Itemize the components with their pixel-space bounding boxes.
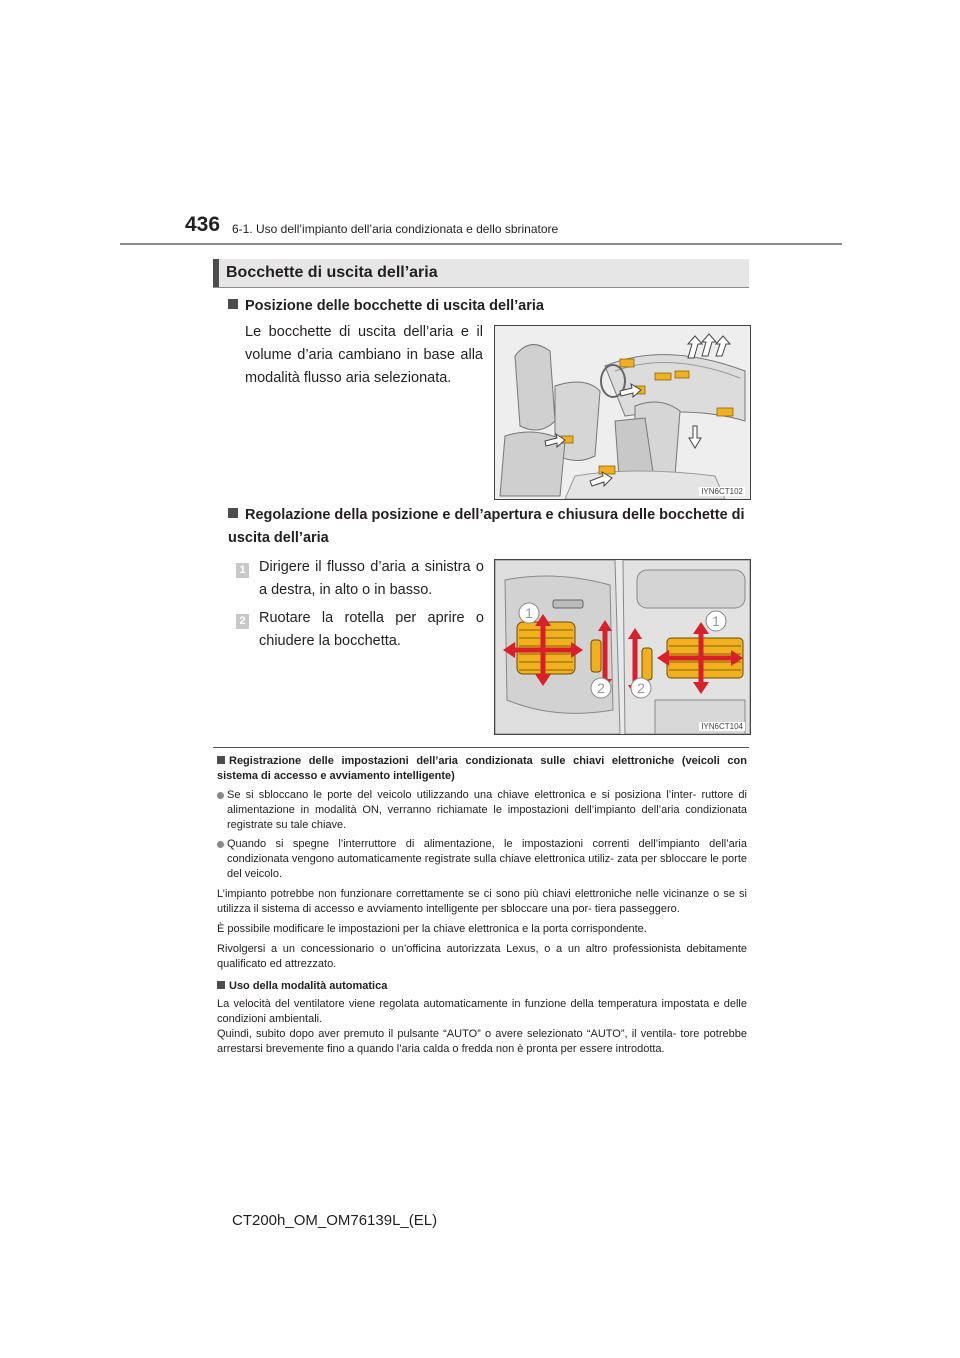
note-paragraph: L’impianto potrebbe non funzionare correttamente se ci sono più chiavi elettroniche nelle vicinanze o se si utilizza il sistema di accesso e avviamento intelligente per sbloccare una por- tiera passeggero. <box>217 888 747 915</box>
car-interior-illustration <box>495 326 750 499</box>
subsection-position-text: Le bocchette di uscita dell’aria e il volume d’aria cambiano in base alla modalità flusso aria selezionata. <box>245 324 483 386</box>
notes-rule <box>213 747 749 748</box>
step-1-number <box>236 560 249 578</box>
square-bullet-icon <box>228 299 238 309</box>
section-band-marker <box>213 259 219 287</box>
running-head: 6-1. Uso dell’impianto dell’aria condizionata e dello sbrinatore <box>232 222 559 236</box>
section-title: Bocchette di uscita dell’aria <box>226 264 438 281</box>
note-heading-auto-mode-text: Uso della modalità automatica <box>229 980 388 992</box>
bullet-dot-icon <box>217 792 224 799</box>
note-paragraph: La velocità del ventilatore viene regolata automaticamente in funzione della temperatura impostata e delle condizioni ambientali. <box>217 998 747 1025</box>
step-number-badge: 2 <box>236 614 249 629</box>
note-heading-registration-text: Registrazione delle impostazioni dell’aria condizionata sulle chiavi elettroniche (veicoli con sistema di accesso e avviamento intelligente) <box>217 755 747 782</box>
note-heading-registration <box>217 754 747 784</box>
note-paragraph: Rivolgersi a un concessionario o un’officina autorizzata Lexus, o a un altro professionista debitamente qualificato ed attrezzato. <box>217 943 747 970</box>
step-2-text: Ruotare la rotella per aprire o chiudere la bocchetta. <box>259 610 484 649</box>
note-bullet-text: Se si sbloccano le porte del veicolo utilizzando una chiave elettronica e si posiziona l’inter- ruttore di alimentazione in modalità ON, verranno richiamate le impostazioni dell’impianto dell’aria condizionata registrate su tale chiave. <box>227 789 747 831</box>
step-2-number <box>236 611 249 629</box>
figure-vent-positions <box>494 325 751 500</box>
subsection-heading-adjustment-text: Regolazione della posizione e dell’apertura e chiusura delle bocchette di uscita dell’aria <box>228 507 745 546</box>
callout-2-right: 2 <box>637 680 645 696</box>
note-heading-auto-mode <box>217 979 747 994</box>
square-bullet-icon <box>228 508 238 518</box>
callout-1-left: 1 <box>525 605 533 621</box>
subsection-heading-adjustment <box>228 504 748 550</box>
page-number: 436 <box>185 213 221 236</box>
figure-code: IYN6CT102 <box>701 487 743 496</box>
step-number-badge: 1 <box>236 563 249 578</box>
square-bullet-icon <box>217 756 225 764</box>
step-1-text: Dirigere il flusso d’aria a sinistra o a destra, in alto o in basso. <box>259 559 484 598</box>
callout-1-right: 1 <box>712 613 720 629</box>
section-band <box>213 259 749 288</box>
note-bullet-text: Quando si spegne l’interruttore di alimentazione, le impostazioni correnti dell’impianto dell’aria condizionata vengono automaticamente registrate sulla chiave elettronica utiliz- zata per sbloccare le porte del veicolo. <box>227 838 747 880</box>
figure-vent-adjustment <box>494 559 751 735</box>
callout-2-left: 2 <box>597 680 605 696</box>
note-bullet <box>217 837 747 882</box>
note-paragraph: Quindi, subito dopo aver premuto il pulsante “AUTO” o avere selezionato “AUTO”, il ventila- tore potrebbe arrestarsi brevemente fino a quando l’aria calda o fredda non è pronta per essere introdotta. <box>217 1028 747 1055</box>
footer-document-code: CT200h_OM_OM76139L_(EL) <box>232 1212 438 1229</box>
vent-adjustment-illustration <box>495 560 750 734</box>
subsection-heading-position-text: Posizione delle bocchette di uscita dell’aria <box>245 298 544 314</box>
header-rule <box>120 243 842 245</box>
subsection-heading-position <box>228 295 748 318</box>
notes-section <box>217 754 747 1057</box>
figure-code: IYN6CT104 <box>701 722 743 731</box>
note-bullet <box>217 788 747 833</box>
square-bullet-icon <box>217 981 225 989</box>
note-paragraph: È possibile modificare le impostazioni per la chiave elettronica e la porta corrispondente. <box>217 923 647 935</box>
bullet-dot-icon <box>217 841 224 848</box>
